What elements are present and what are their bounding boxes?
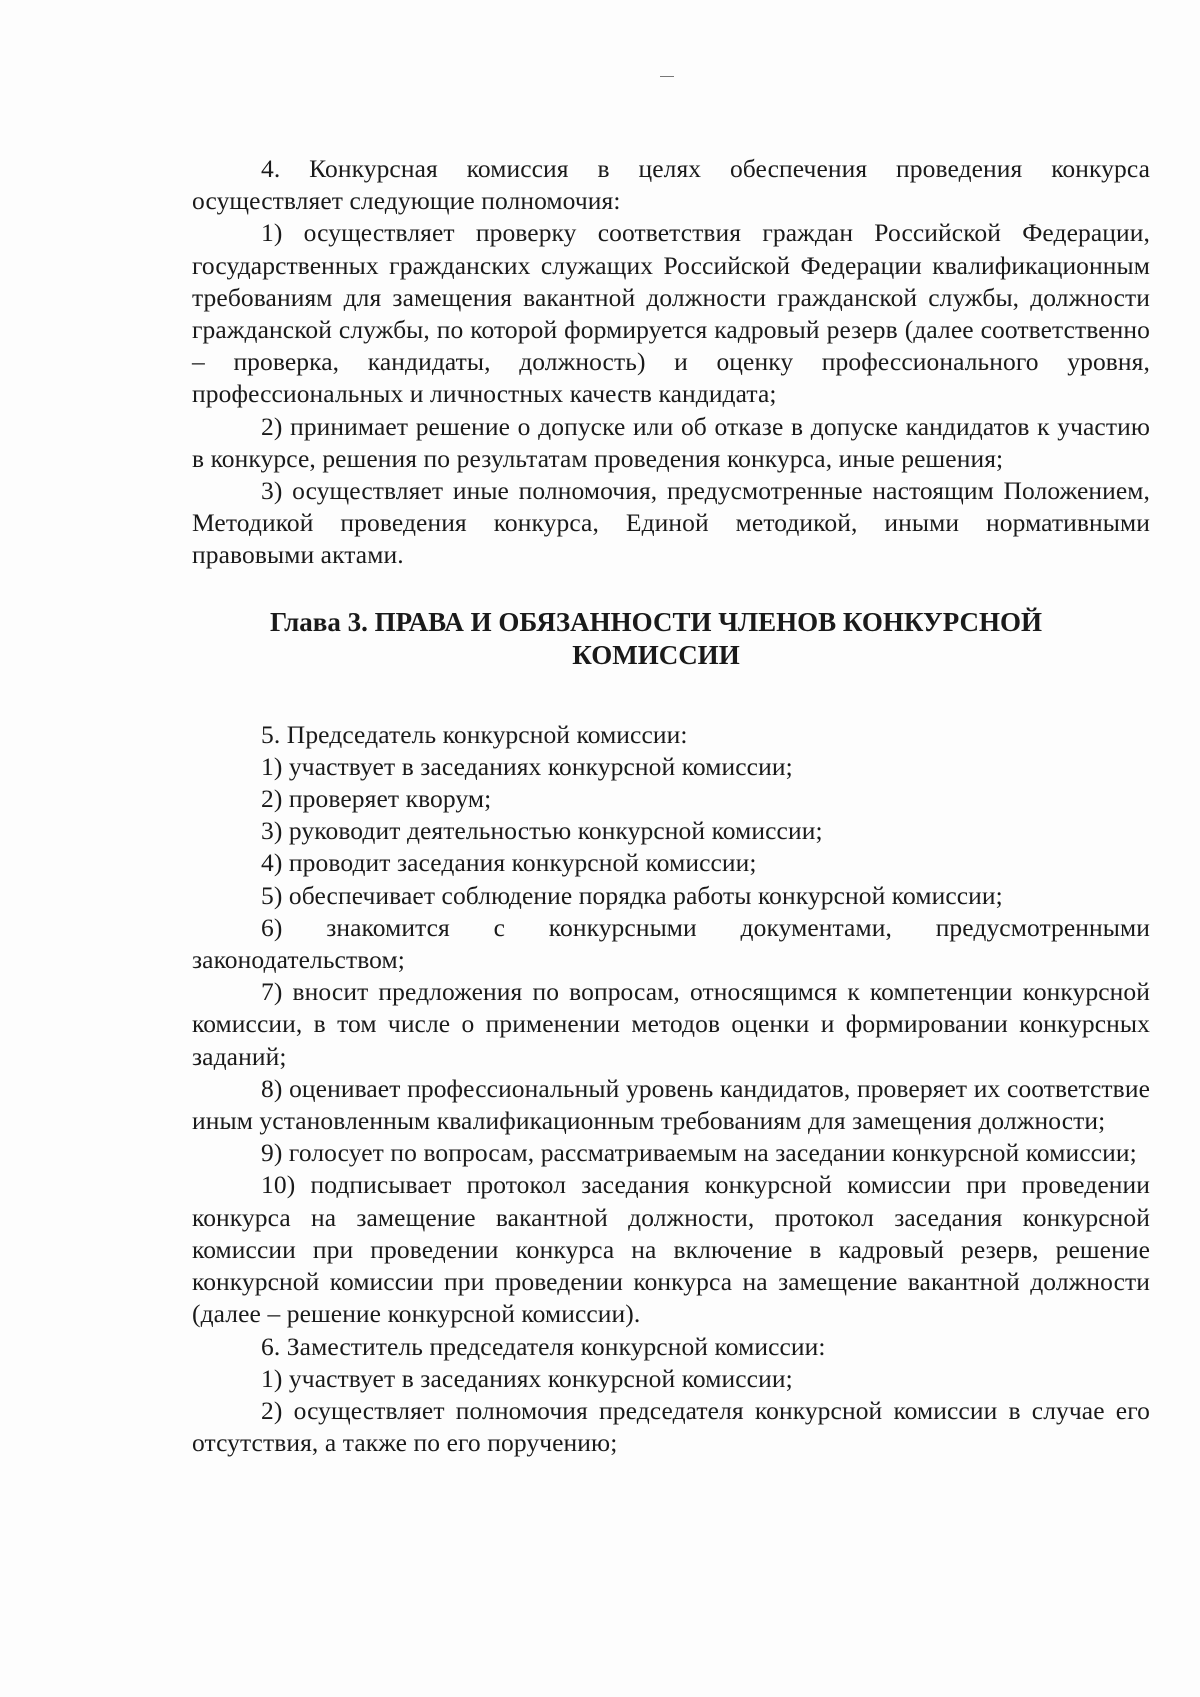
section-6-item-1: 1) участвует в заседаниях конкурсной комиссии; — [261, 1363, 793, 1393]
section-4-item-1: 1) осуществляет проверку соответствия граждан Российской Федерации, государственных гражданских служащих Российской Федерации квалификационным требованиям для замещения вакантной должности гражданской службы, должности гражданской службы, по которой формируется кадровый резерв (далее соответственно – проверка, кандидаты, должность) и оценку профессионального уровня, профессиональных и личностных качеств кандидата; — [192, 218, 1150, 409]
section-5-item-5: 5) обеспечивает соблюдение порядка работы конкурсной комиссии; — [261, 880, 1003, 910]
section-5-item-7: 7) вносит предложения по вопросам, относящимся к компетенции конкурсной комиссии, в том числе о применении методов оценки и формировании конкурсных заданий; — [192, 977, 1150, 1071]
section-5-item-9: 9) голосует по вопросам, рассматриваемым на заседании конкурсной комиссии; — [261, 1138, 1137, 1168]
section-5-item-3: 3) руководит деятельностью конкурсной комиссии; — [261, 816, 823, 846]
chapter-3-heading: Глава 3. ПРАВА И ОБЯЗАННОСТИ ЧЛЕНОВ КОНКУРСНОЙ КОМИССИИ — [269, 606, 1043, 670]
section-4-item-2: 2) принимает решение о допуске или об отказе в допуске кандидатов к участию в конкурсе, решения по результатам проведения конкурса, иные решения; — [192, 411, 1150, 473]
section-5-item-2: 2) проверяет кворум; — [261, 784, 492, 814]
section-5-item-10: 10) подписывает протокол заседания конкурсной комиссии при проведении конкурса на замещение вакантной должности, протокол заседания конкурсной комиссии при проведении конкурса на включение в кадровый резерв, решение конкурсной комиссии при проведении конкурса на замещение вакантной должности (далее – решение конкурсной комиссии). — [192, 1170, 1150, 1329]
section-5-item-8: 8) оценивает профессиональный уровень кандидатов, проверяет их соответствие иным установленным квалификационным требованиям для замещения должности; — [192, 1073, 1150, 1136]
scan-mark — [660, 76, 674, 77]
section-6-item-2: 2) осуществляет полномочия председателя конкурсной комиссии в случае его отсутствия, а также по его поручению; — [192, 1395, 1150, 1458]
section-5-item-4: 4) проводит заседания конкурсной комиссии; — [261, 848, 757, 878]
section-4-item-3: 3) осуществляет иные полномочия, предусмотренные настоящим Положением, Методикой проведения конкурса, Единой методикой, иными нормативными правовыми актами. — [192, 476, 1150, 570]
section-5-item-6: 6) знакомится с конкурсными документами, предусмотренными законодательством; — [192, 912, 1150, 975]
section-4-intro: 4. Конкурсная комиссия в целях обеспечения проведения конкурса осуществляет следующие полномочия: — [192, 154, 1150, 216]
section-5-item-1: 1) участвует в заседаниях конкурсной комиссии; — [261, 751, 793, 781]
section-6-intro: 6. Заместитель председателя конкурсной комиссии: — [261, 1331, 826, 1361]
section-5-intro: 5. Председатель конкурсной комиссии: — [261, 719, 688, 749]
document-body — [192, 153, 1150, 1459]
